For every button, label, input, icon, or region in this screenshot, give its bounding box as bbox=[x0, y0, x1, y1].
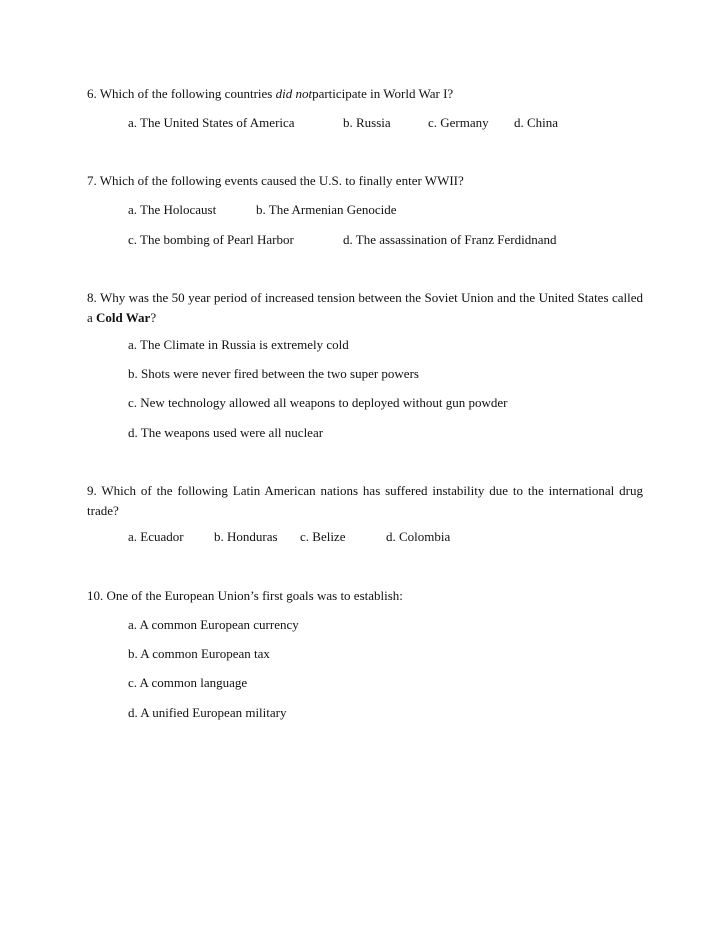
question-10-option-c: c. A common language bbox=[128, 675, 248, 690]
question-7-option-a: a. The Holocaust bbox=[128, 202, 217, 217]
question-7: 7. Which of the following events caused the U.S. to finally enter WWII? bbox=[87, 173, 464, 188]
question-9: 9. Which of the following Latin American nations has suffered instability due to the international drug trade? bbox=[87, 483, 643, 518]
question-6-emphasis: did not bbox=[275, 86, 313, 101]
question-7-option-c: c. The bombing of Pearl Harbor bbox=[128, 232, 294, 247]
question-8-suffix: ? bbox=[150, 310, 157, 325]
question-9-option-d: d. Colombia bbox=[386, 529, 451, 544]
question-6 bbox=[87, 84, 643, 104]
question-6-option-b: b. Russia bbox=[343, 115, 391, 130]
question-10-option-a: a. A common European currency bbox=[128, 617, 299, 632]
question-7-option-d: d. The assassination of Franz Ferdidnand bbox=[343, 232, 557, 247]
question-8-prefix: 8. Why was the 50 year period of increased tension between the Soviet Union and the United States called a bbox=[87, 290, 643, 325]
question-10-option-b: b. A common European tax bbox=[128, 646, 270, 661]
question-6-option-d: d. China bbox=[514, 115, 559, 130]
question-6-option-a: a. The United States of America bbox=[128, 115, 295, 130]
question-8-option-d: d. The weapons used were all nuclear bbox=[128, 425, 324, 440]
question-6-option-c: c. Germany bbox=[428, 115, 489, 130]
question-9-option-b: b. Honduras bbox=[214, 529, 278, 544]
question-8-option-c: c. New technology allowed all weapons to deployed without gun powder bbox=[128, 395, 508, 410]
question-6-suffix: participate in World War I? bbox=[312, 86, 454, 101]
question-9-option-c: c. Belize bbox=[300, 529, 346, 544]
question-9-option-a: a. Ecuador bbox=[128, 529, 184, 544]
question-10: 10. One of the European Union’s first goals was to establish: bbox=[87, 588, 403, 603]
question-8 bbox=[87, 288, 643, 328]
question-7-option-b: b. The Armenian Genocide bbox=[256, 202, 397, 217]
question-10-option-d: d. A unified European military bbox=[128, 705, 287, 720]
question-8-option-a: a. The Climate in Russia is extremely cold bbox=[128, 337, 349, 352]
question-6-prefix: 6. Which of the following countries bbox=[87, 86, 276, 101]
question-8-option-b: b. Shots were never fired between the two super powers bbox=[128, 366, 419, 381]
question-8-bold-term: Cold War bbox=[96, 310, 151, 325]
